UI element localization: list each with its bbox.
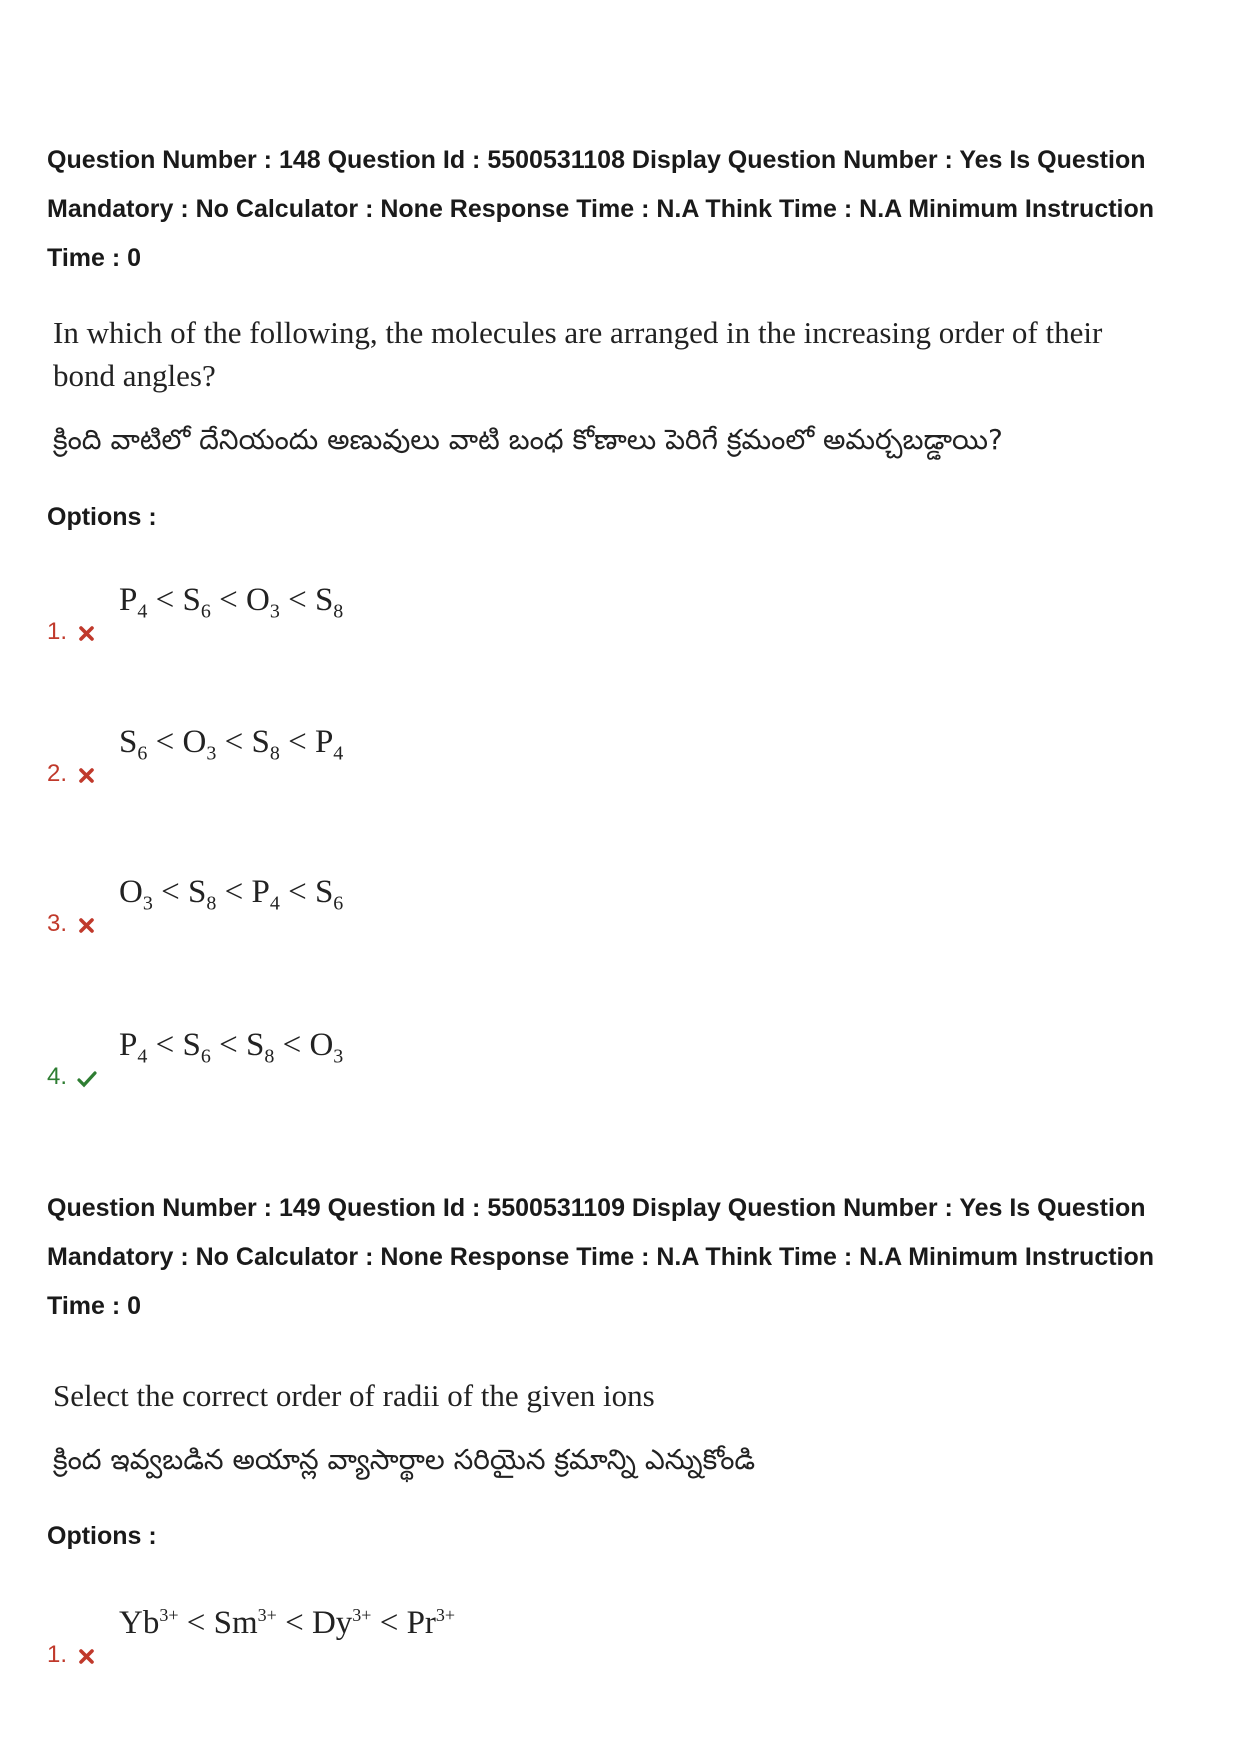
option-formula: $P_4 < S_6 < S_8 < O_3$: [119, 1027, 344, 1068]
cross-icon: [77, 766, 97, 786]
option-formula: $O_3 < S_8 < P_4 < S_6$: [119, 874, 344, 915]
question-149-english: Select the correct order of radii of the given ions: [53, 1378, 655, 1413]
cross-icon: [77, 916, 97, 936]
meta-line: Question Number : 149 Question Id : 5500531109 Display Question Number : Yes Is Question: [47, 1194, 1146, 1222]
meta-line: Mandatory : No Calculator : None Response Time : N.A Think Time : N.A Minimum Instruction: [47, 1243, 1155, 1271]
check-icon: [77, 1069, 97, 1089]
options-label: Options :: [47, 503, 157, 531]
option-number: 4.: [47, 1063, 68, 1090]
meta-line: Mandatory : No Calculator : None Response Time : N.A Think Time : N.A Minimum Instruction: [47, 195, 1155, 223]
option-formula: $Yb^{3+} < Sm^{3+} < Dy^{3+} < Pr^{3+}$: [119, 1605, 456, 1641]
cross-icon: [77, 624, 97, 644]
meta-line: Time : 0: [47, 1292, 142, 1320]
question-text-line: In which of the following, the molecules are arranged in the increasing order of their: [53, 315, 1103, 350]
question-148-telugu: క్రింది వాటిలో దేనియందు అణువులు వాటి బంధ కోణాలు పెరిగే క్రమంలో అమర్చబడ్డాయి?: [53, 423, 1003, 456]
option-number: 3.: [47, 910, 68, 937]
cross-icon: [77, 1647, 97, 1667]
option-number: 2.: [47, 760, 68, 787]
question-148-english: [53, 311, 1102, 397]
option-formula: $P_4 < S_6 < O_3 < S_8$: [119, 582, 344, 623]
option-number: 1.: [47, 1641, 68, 1668]
question-149-meta: [47, 1184, 1217, 1331]
option-number: 1.: [47, 618, 68, 645]
question-text-line: bond angles?: [53, 358, 216, 393]
question-149-telugu: క్రింద ఇవ్వబడిన అయాన్ల వ్యాసార్థాల సరియైన క్రమాన్ని ఎన్నుకోండి: [53, 1443, 756, 1476]
meta-line: Time : 0: [47, 244, 142, 272]
meta-line: Question Number : 148 Question Id : 5500531108 Display Question Number : Yes Is Question: [47, 146, 1146, 174]
options-label: Options :: [47, 1522, 157, 1550]
option-formula: $S_6 < O_3 < S_8 < P_4$: [119, 724, 344, 765]
question-148-meta: [47, 136, 1217, 283]
